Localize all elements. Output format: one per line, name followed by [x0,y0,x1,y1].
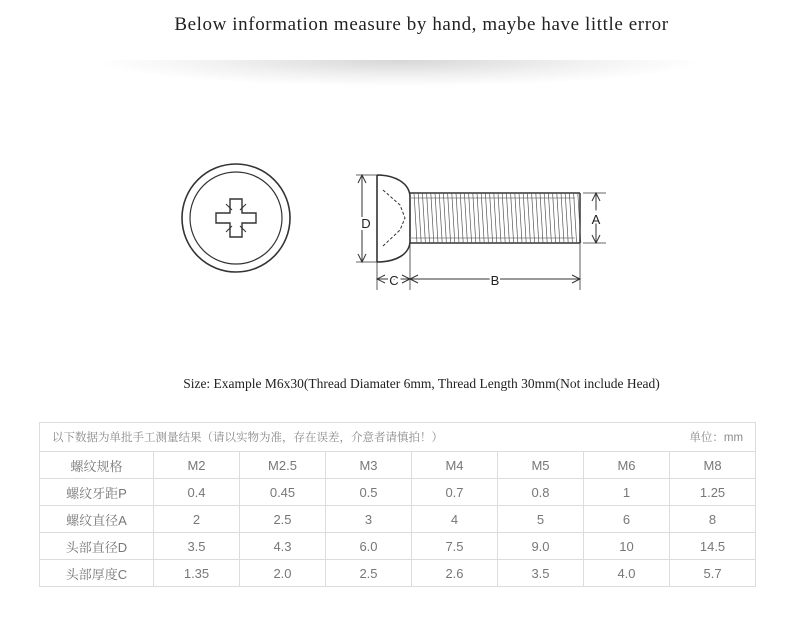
size-example-note: Size: Example M6x30(Thread Diamater 6mm, Thread Length 30mm(Not include Head) [183,376,660,391]
dimension-label-d: D [361,216,371,231]
table-cell: 2 [154,506,240,533]
table-cell: 10 [584,533,670,560]
unit-label: 单位：mm [689,432,744,444]
table-cell: 1 [584,479,670,506]
thread-lines [414,193,581,243]
table-cell: 2.5 [240,506,326,533]
table-note-row [40,423,756,452]
screw-spec-table [39,422,756,587]
table-row-head-thickness [40,560,756,587]
table-cell: 0.45 [240,479,326,506]
header-label: 螺纹规格 [40,452,154,479]
table-header-row [40,452,756,479]
table-cell: 0.7 [412,479,498,506]
header-cell: M8 [670,452,756,479]
headline: Below information measure by hand, maybe have little error [174,14,669,35]
table-cell: 3.5 [498,560,584,587]
divider-shadow [100,60,700,86]
table-cell: 6 [584,506,670,533]
dimension-label-b: B [490,273,500,288]
table-row-pitch [40,479,756,506]
table-cell: 4.3 [240,533,326,560]
table-cell: 1.25 [670,479,756,506]
header-cell: M5 [498,452,584,479]
row-label: 螺纹牙距P [40,479,154,506]
row-label: 头部厚度C [40,560,154,587]
dimension-label-a: A [591,212,601,227]
table-cell: 0.5 [326,479,412,506]
table-cell: 7.5 [412,533,498,560]
measurement-note: 以下数据为单批手工测量结果（请以实物为准，存在误差，介意者请慎拍！） [52,432,443,444]
row-label: 头部直径D [40,533,154,560]
table-cell: 6.0 [326,533,412,560]
table-row-thread-diameter [40,506,756,533]
header-cell: M2 [154,452,240,479]
table-cell: 8 [670,506,756,533]
row-label: 螺纹直径A [40,506,154,533]
table-note-cell [40,423,756,452]
screw-head-top-view [182,164,290,272]
screw-technical-drawing [0,150,790,300]
table-cell: 4.0 [584,560,670,587]
table-row-head-diameter [40,533,756,560]
table-cell: 4 [412,506,498,533]
table-cell: 0.4 [154,479,240,506]
table-cell: 3.5 [154,533,240,560]
table-cell: 2.5 [326,560,412,587]
table-cell: 9.0 [498,533,584,560]
table-cell: 3 [326,506,412,533]
table-cell: 0.8 [498,479,584,506]
table-cell: 1.35 [154,560,240,587]
table-cell: 5.7 [670,560,756,587]
header-cell: M3 [326,452,412,479]
table-cell: 2.6 [412,560,498,587]
table-cell: 14.5 [670,533,756,560]
header-cell: M2.5 [240,452,326,479]
dimension-label-c: C [389,273,399,288]
table-cell: 2.0 [240,560,326,587]
header-cell: M6 [584,452,670,479]
header-cell: M4 [412,452,498,479]
table-cell: 5 [498,506,584,533]
